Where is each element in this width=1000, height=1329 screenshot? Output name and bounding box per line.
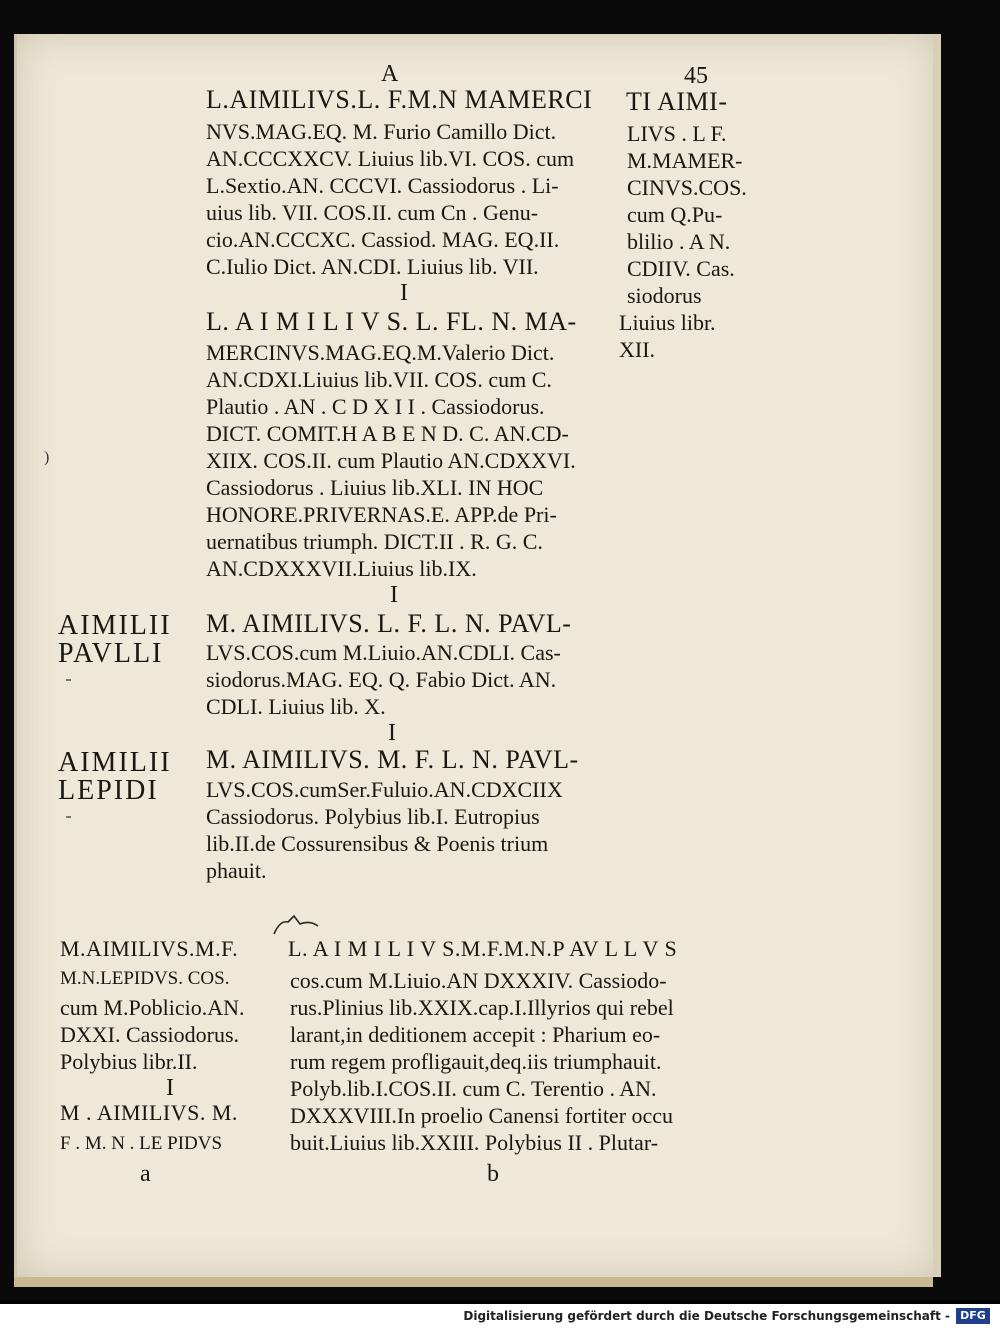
section-divider: I: [388, 720, 396, 746]
margin-label: AIMILII: [58, 610, 172, 641]
bracket-ornament: [272, 912, 322, 938]
page-edge: [933, 34, 941, 1277]
bottom-right-line: cos.cum M.Liuio.AN DXXXIV. Cassiodo-: [290, 968, 667, 993]
side-line: XII.: [619, 337, 656, 362]
main-line: CDLI. Liuius lib. X.: [206, 694, 386, 719]
margin-label: PAVLLI: [58, 638, 164, 669]
main-line: uius lib. VII. COS.II. cum Cn . Genu-: [206, 200, 539, 225]
main-line: M. AIMILIVS. L. F. L. N. PAVL-: [206, 609, 572, 638]
section-divider: I: [400, 280, 408, 306]
catchword-left: a: [140, 1161, 151, 1187]
main-line: L. A I M I L I V S. L. FL. N. MA-: [206, 307, 577, 336]
side-line: M.MAMER-: [627, 148, 743, 173]
bottom-left-line: M . AIMILIVS. M.: [60, 1100, 238, 1125]
margin-label: LEPIDI: [58, 775, 159, 806]
main-line: Cassiodorus. Polybius lib.I. Eutropius: [206, 804, 540, 829]
bottom-left-line: cum M.Poblicio.AN.: [60, 995, 245, 1020]
page-number: 45: [684, 63, 708, 89]
main-line: siodorus.MAG. EQ. Q. Fabio Dict. AN.: [206, 667, 557, 692]
bottom-left-line: Polybius libr.II.: [60, 1049, 198, 1074]
main-line: MERCINVS.MAG.EQ.M.Valerio Dict.: [206, 340, 555, 365]
side-line: TI AIMI-: [626, 87, 728, 116]
signature-letter: A: [381, 61, 399, 87]
main-line: AN.CCCXXCV. Liuius lib.VI. COS. cum: [206, 146, 575, 171]
main-line: LVS.COS.cumSer.Fuluio.AN.CDXCIIX: [206, 777, 563, 802]
bottom-right-line: DXXXVIII.In proelio Canensi fortiter occu: [290, 1103, 674, 1128]
footer-bar: [0, 1304, 1000, 1329]
dfg-logo[interactable]: DFG: [956, 1308, 990, 1324]
main-line: DICT. COMIT.H A B E N D. C. AN.CD-: [206, 421, 569, 446]
main-line: LVS.COS.cum M.Liuio.AN.CDLI. Cas-: [206, 640, 561, 665]
bottom-left-line: F . M. N . LE PIDVS: [60, 1133, 223, 1154]
main-line: cio.AN.CCCXC. Cassiod. MAG. EQ.II.: [206, 227, 560, 252]
bottom-right-line: buit.Liuius lib.XXIII. Polybius II . Plutar-: [290, 1130, 659, 1155]
side-line: cum Q.Pu-: [627, 202, 723, 227]
main-line: XIIX. COS.II. cum Plautio AN.CDXXVI.: [206, 448, 576, 473]
main-line: AN.CDXI.Liuius lib.VII. COS. cum C.: [206, 367, 552, 392]
side-line: siodorus: [627, 283, 702, 308]
catchword-right: b: [487, 1161, 499, 1187]
margin-mark: ): [44, 449, 50, 466]
side-line: LIVS . L F.: [627, 121, 727, 146]
side-line: CDIIV. Cas.: [627, 256, 735, 281]
bottom-right-line: rum regem profligauit,deq.iis triumphauit.: [290, 1049, 662, 1074]
bottom-right-line: rus.Plinius lib.XXIX.cap.I.Illyrios qui rebel: [290, 995, 674, 1020]
bottom-right-line: larant,in deditionem accepit : Pharium eo-: [290, 1022, 661, 1047]
margin-dash: [66, 679, 71, 681]
section-divider: I: [390, 582, 398, 608]
side-line: Liuius libr.: [619, 310, 716, 335]
bottom-left-line: M.N.LEPIDVS. COS.: [60, 968, 230, 989]
main-line: M. AIMILIVS. M. F. L. N. PAVL-: [206, 745, 579, 774]
main-line: uernatibus triumph. DICT.II . R. G. C.: [206, 529, 543, 554]
bottom-left-line: M.AIMILIVS.M.F.: [60, 936, 239, 961]
margin-label: AIMILII: [58, 747, 172, 778]
side-line: CINVS.COS.: [627, 175, 747, 200]
main-line: L.Sextio.AN. CCCVI. Cassiodorus . Li-: [206, 173, 559, 198]
main-line: AN.CDXXXVII.Liuius lib.IX.: [206, 556, 477, 581]
main-line: Cassiodorus . Liuius lib.XLI. IN HOC: [206, 475, 544, 500]
section-divider: I: [166, 1075, 174, 1101]
main-line: lib.II.de Cossurensibus & Poenis trium: [206, 831, 549, 856]
page-bottom-edge: [14, 1277, 933, 1287]
main-line: C.Iulio Dict. AN.CDI. Liuius lib. VII.: [206, 254, 539, 279]
funding-notice: Digitalisierung gefördert durch die Deutsche Forschungsgemeinschaft -: [463, 1309, 950, 1323]
main-line: Plautio . AN . C D X I I . Cassiodorus.: [206, 394, 545, 419]
bottom-right-line: Polyb.lib.I.COS.II. cum C. Terentio . AN.: [290, 1076, 657, 1101]
main-line: NVS.MAG.EQ. M. Furio Camillo Dict.: [206, 119, 557, 144]
side-line: blilio . A N.: [627, 229, 731, 254]
bottom-right-line: L. A I M I L I V S.M.F.M.N.P AV L L V S: [288, 936, 678, 961]
main-line: L.AIMILIVS.L. F.M.N MAMERCI: [206, 85, 593, 114]
margin-dash: [66, 816, 71, 818]
main-line: phauit.: [206, 858, 267, 883]
bottom-left-line: DXXI. Cassiodorus.: [60, 1022, 240, 1047]
main-line: HONORE.PRIVERNAS.E. APP.de Pri-: [206, 502, 557, 527]
